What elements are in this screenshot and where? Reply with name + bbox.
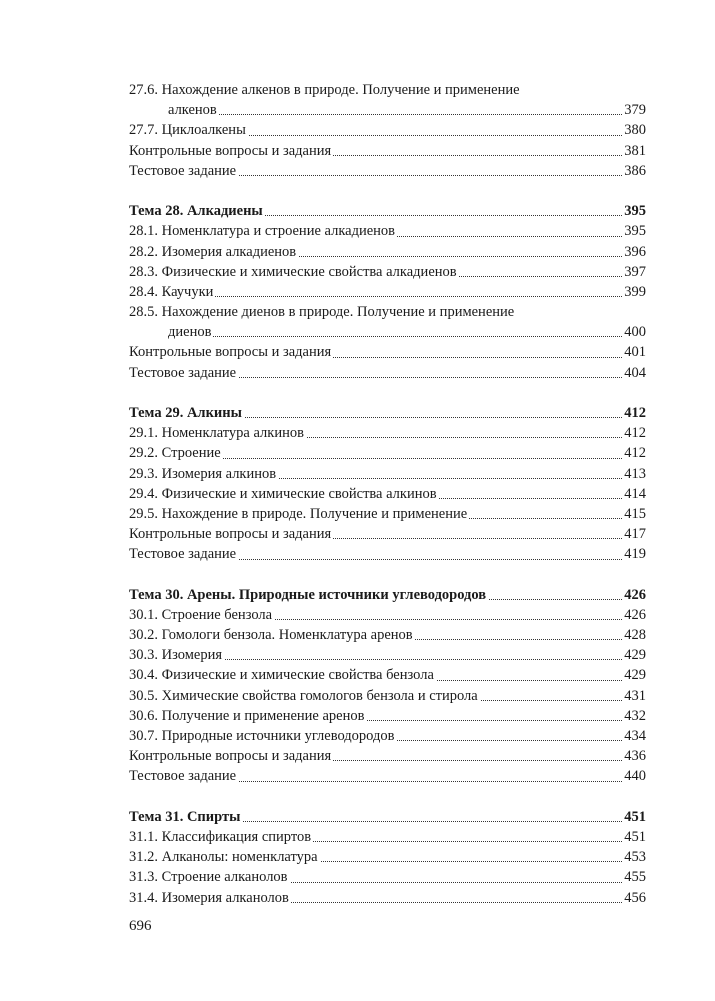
toc-entry	[129, 625, 646, 645]
toc-entry-title: Тема 30. Арены. Природные источники углеводородов	[129, 586, 487, 603]
toc-topic-heading	[129, 201, 646, 221]
toc-entry-title: Контрольные вопросы и задания	[129, 748, 332, 765]
toc-page-number: 386	[622, 161, 646, 181]
toc-entry	[129, 524, 646, 544]
toc-entry	[129, 221, 646, 241]
toc-entry-title: 31.1. Классификация спиртов	[129, 828, 312, 845]
toc-page-number: 397	[622, 262, 646, 282]
toc-entry-title: 29.3. Изомерия алкинов	[129, 465, 277, 482]
toc-entry	[129, 665, 646, 685]
toc-entry-title: 30.3. Изомерия	[129, 647, 223, 664]
toc-entry-title: 30.4. Физические и химические свойства бензола	[129, 667, 434, 684]
toc-page-number: 404	[622, 363, 646, 383]
toc-topic-heading	[129, 807, 646, 827]
toc-entry-title: Контрольные вопросы и задания	[129, 344, 332, 361]
toc-entry	[129, 484, 646, 504]
toc-entry	[129, 282, 646, 302]
toc-entry	[129, 867, 646, 887]
toc-entry	[129, 120, 646, 140]
toc-entry-title: 31.4. Изомерия алканолов	[129, 889, 289, 906]
toc-page-number: 396	[622, 242, 646, 262]
toc-entry-first-line	[129, 80, 646, 100]
toc-entry-title: Контрольные вопросы и задания	[129, 142, 332, 159]
toc-page-number: 426	[622, 605, 646, 625]
toc-page-number: 429	[622, 665, 646, 685]
toc-page-number: 395	[622, 201, 646, 221]
toc-entry-title-continued: алкенов	[168, 102, 217, 119]
toc-entry-title: 28.5. Нахождение диенов в природе. Получение и применение	[129, 304, 515, 321]
toc-page-number: 456	[622, 888, 646, 908]
toc-entry-title: 27.7. Циклоалкены	[129, 122, 246, 139]
toc-entry	[129, 504, 646, 524]
toc-page-number: 431	[622, 686, 646, 706]
toc-entry	[129, 161, 646, 181]
toc-entry	[129, 888, 646, 908]
toc-page-number: 451	[622, 827, 646, 847]
toc-page-number: 399	[622, 282, 646, 302]
toc-page-number: 379	[622, 100, 646, 120]
toc-page-number: 440	[622, 766, 646, 786]
toc-entry-title: 30.7. Природные источники углеводородов	[129, 728, 395, 744]
toc-entry-title: 29.4. Физические и химические свойства алкинов	[129, 485, 437, 502]
toc-entry-title: Тема 28. Алкадиены	[129, 203, 263, 220]
toc-page-number: 381	[622, 141, 646, 161]
dot-leader	[168, 114, 646, 115]
toc-page-number: 453	[622, 847, 646, 867]
toc-entry	[129, 141, 646, 161]
toc-entry	[129, 464, 646, 484]
toc-entry-title: 30.1. Строение бензола	[129, 606, 273, 623]
toc-entry-title: 28.3. Физические и химические свойства алкадиенов	[129, 263, 457, 280]
toc-entry-title: Тестовое задание	[129, 364, 237, 381]
toc-page-number: 436	[622, 746, 646, 766]
toc-page-number: 415	[622, 504, 646, 524]
toc-entry-title: Тестовое задание	[129, 162, 237, 179]
section-gap	[129, 787, 646, 807]
toc-entry	[129, 645, 646, 665]
toc-entry	[129, 363, 646, 383]
toc-entry	[129, 746, 646, 766]
toc-page-number: 400	[622, 322, 646, 342]
toc-page-number: 413	[622, 464, 646, 484]
section-gap	[129, 181, 646, 201]
toc-page-number: 380	[622, 120, 646, 140]
section-gap	[129, 383, 646, 403]
toc-topic-heading	[129, 403, 646, 423]
toc-entry-title: Тестовое задание	[129, 768, 237, 785]
table-of-contents	[129, 80, 646, 908]
toc-page-number: 434	[622, 726, 646, 746]
toc-entry	[129, 443, 646, 463]
toc-entry	[129, 242, 646, 262]
toc-page-number: 417	[622, 524, 646, 544]
toc-entry-title: Тема 31. Спирты	[129, 808, 241, 825]
section-gap	[129, 565, 646, 585]
toc-entry	[129, 706, 646, 726]
toc-entry	[129, 100, 646, 120]
toc-page-number: 401	[622, 342, 646, 362]
toc-page-number: 414	[622, 484, 646, 504]
toc-topic-heading	[129, 585, 646, 605]
toc-entry-title: Тема 29. Алкины	[129, 405, 242, 421]
toc-entry	[129, 686, 646, 706]
toc-page-number: 412	[622, 443, 646, 463]
toc-entry-title: 28.1. Номенклатура и строение алкадиенов	[129, 223, 396, 240]
toc-entry-title: Контрольные вопросы и задания	[129, 526, 332, 543]
toc-entry	[129, 342, 646, 362]
toc-entry	[129, 262, 646, 282]
toc-entry-title: 30.2. Гомологи бензола. Номенклатура аренов	[129, 627, 413, 644]
toc-page-number: 412	[622, 403, 646, 423]
toc-entry-title: 31.3. Строение алканолов	[129, 869, 288, 886]
toc-entry	[129, 423, 646, 443]
toc-entry	[129, 726, 646, 746]
toc-entry-title: 30.5. Химические свойства гомологов бензола и стирола	[129, 687, 478, 704]
page-number: 696	[129, 918, 152, 934]
toc-page-number: 429	[622, 645, 646, 665]
toc-page-number: 426	[622, 585, 646, 605]
dot-leader	[168, 336, 646, 337]
toc-entry-first-line	[129, 302, 646, 322]
toc-entry-title-continued: диенов	[168, 324, 212, 341]
toc-page-number: 455	[622, 867, 646, 887]
toc-entry-title: 29.5. Нахождение в природе. Получение и применение	[129, 505, 468, 522]
toc-page-number: 451	[622, 807, 646, 827]
toc-entry-title: 29.2. Строение	[129, 445, 221, 462]
toc-entry-title: 31.2. Алканолы: номенклатура	[129, 849, 318, 866]
toc-entry-title: 30.6. Получение и применение аренов	[129, 707, 365, 724]
toc-page-number: 428	[622, 625, 646, 645]
toc-entry	[129, 766, 646, 786]
toc-entry	[129, 847, 646, 867]
toc-entry	[129, 827, 646, 847]
toc-page-number: 395	[622, 221, 646, 241]
toc-page-number: 419	[622, 544, 646, 564]
toc-entry	[129, 544, 646, 564]
toc-page-number: 412	[622, 423, 646, 443]
toc-entry-title: 27.6. Нахождение алкенов в природе. Получение и применение	[129, 82, 520, 98]
toc-entry-title: Тестовое задание	[129, 546, 237, 563]
toc-entry	[129, 605, 646, 625]
toc-page-number: 432	[622, 706, 646, 726]
toc-entry	[129, 322, 646, 342]
toc-entry-title: 29.1. Номенклатура алкинов	[129, 425, 304, 442]
toc-entry-title: 28.2. Изомерия алкадиенов	[129, 243, 297, 260]
toc-entry-title: 28.4. Каучуки	[129, 283, 214, 300]
